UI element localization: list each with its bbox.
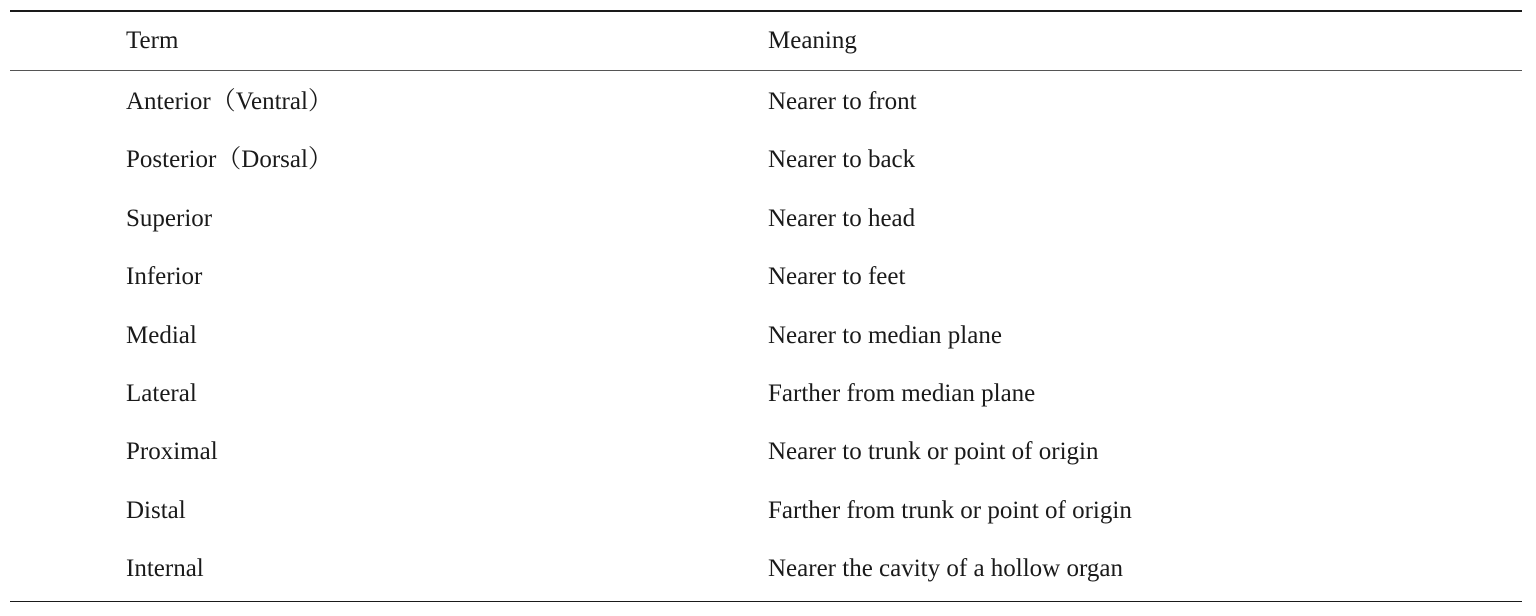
table-row xyxy=(10,482,1522,540)
table-row xyxy=(10,248,1522,306)
meaning-cell: Farther from median plane xyxy=(768,379,1036,407)
meaning-cell: Nearer to median plane xyxy=(768,321,1002,349)
table-bottom-rule xyxy=(10,601,1522,602)
anatomical-terms-table xyxy=(10,10,1522,602)
term-cell: Medial xyxy=(126,321,197,349)
meaning-cell: Nearer to front xyxy=(768,88,917,115)
table-row xyxy=(10,307,1522,365)
table-header-row xyxy=(10,12,1522,70)
meaning-cell: Nearer to back xyxy=(768,146,916,174)
term-cell: Posterior（Dorsal） xyxy=(126,146,333,174)
term-cell: Lateral xyxy=(126,379,197,407)
meaning-cell: Nearer to feet xyxy=(768,263,906,291)
table-row xyxy=(10,423,1522,481)
table-row xyxy=(10,365,1522,423)
header-term: Term xyxy=(126,27,179,54)
term-cell: Distal xyxy=(126,496,186,524)
table-row xyxy=(10,73,1522,131)
meaning-cell: Nearer the cavity of a hollow organ xyxy=(768,555,1123,583)
meaning-cell: Nearer to trunk or point of origin xyxy=(768,438,1099,466)
term-cell: Inferior xyxy=(126,263,203,291)
term-cell: Anterior（Ventral） xyxy=(126,88,333,115)
header-meaning: Meaning xyxy=(768,27,857,54)
table-body xyxy=(10,71,1522,601)
term-cell: Proximal xyxy=(126,438,218,466)
table-row xyxy=(10,131,1522,189)
meaning-cell: Farther from trunk or point of origin xyxy=(768,496,1132,524)
meaning-cell: Nearer to head xyxy=(768,204,916,232)
table-row xyxy=(10,540,1522,598)
term-cell: Superior xyxy=(126,204,213,232)
table-row xyxy=(10,190,1522,248)
term-cell: Internal xyxy=(126,555,204,583)
